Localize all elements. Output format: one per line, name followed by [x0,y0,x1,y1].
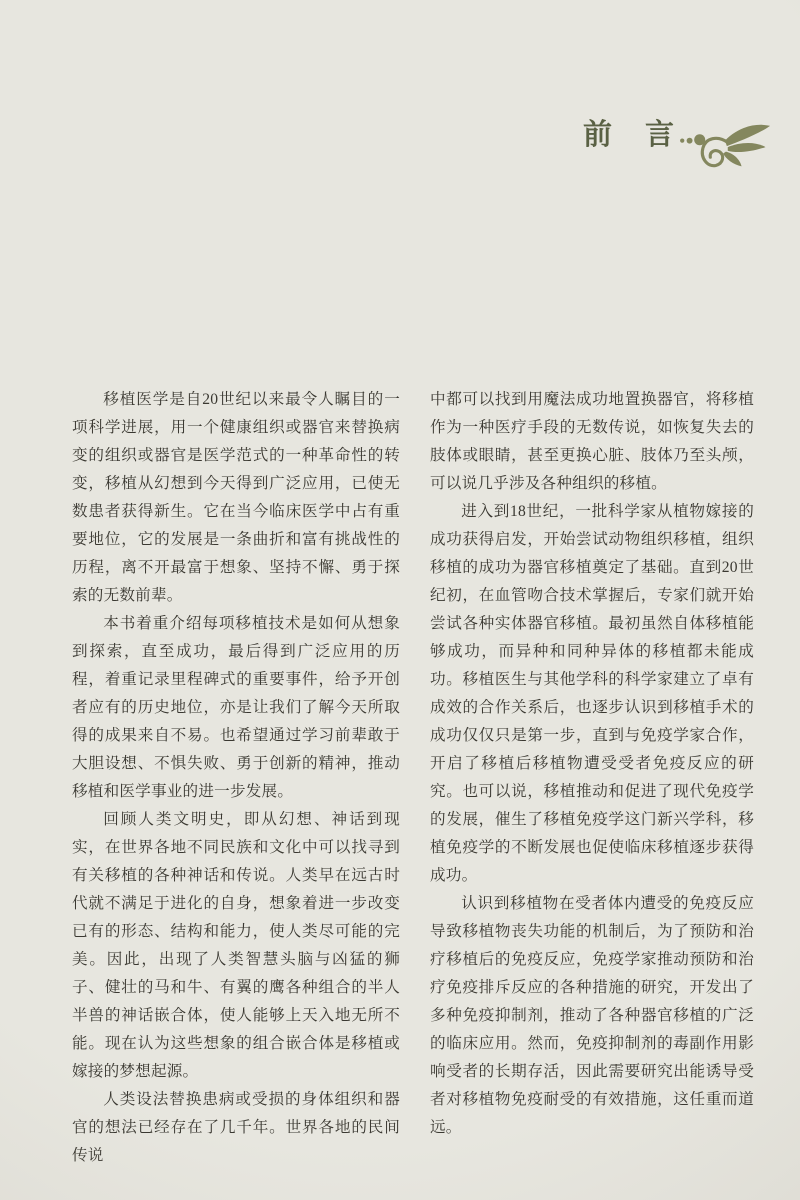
paragraph: 认识到移植物在受者体内遭受的免疫反应导致移植物丧失功能的机制后，为了预防和治疗移植后的免疫反应，免疫学家推动预防和治疗免疫排斥反应的各种措施的研究，开发出了多种免疫抑制剂，推动了各种器官移植的广泛的临床应用。然而，免疫抑制剂的毒副作用影响受者的长期存活，因此需要研究出能诱导受者对移植物免疫耐受的有效措施，这任重而道远。 [430,895,754,1136]
paragraph: 回顾人类文明史，即从幻想、神话到现实，在世界各地不同民族和文化中可以找寻到有关移植的各种神话和传说。人类早在远古时代就不满足于进化的自身，想象着进一步改变已有的形态、结构和能力，使人类尽可能的完美。因此，出现了人类智慧头脑与凶猛的狮子、健壮的马和牛、有翼的鹰各种组合的半人半兽的神话嵌合体，使人能够上天入地无所不能。现在认为这些想象的组合嵌合体是移植或嫁接的梦想起源。 [72,811,400,1080]
paragraph: 本书着重介绍每项移植技术是如何从想象到探索，直至成功，最后得到广泛应用的历程，着重记录里程碑式的重要事件，给予开创者应有的历史地位，亦是让我们了解今天所取得的成果来自不易。也希望通过学习前辈敢于大胆设想、不惧失败、勇于创新的精神，推动移植和医学事业的进一步发展。 [72,615,400,800]
preface-header [583,112,771,174]
right-column [430,386,754,1170]
paragraph-continuation: 中都可以找到用魔法成功地置换器官，将移植作为一种医疗手段的无数传说，如恢复失去的肢体或眼睛，甚至更换心脏、肢体乃至头颅，可以说几乎涉及各种组织的移植。 [430,391,754,492]
paragraph: 移植医学是自20世纪以来最令人瞩目的一项科学进展，用一个健康组织或器官来替换病变的组织或器官是医学范式的一种革命性的转变，移植从幻想到今天得到广泛应用，已使无数患者获得新生。它在当今临床医学中占有重要地位，它的发展是一条曲折和富有挑战性的历程，离不开最富于想象、坚持不懈、勇于探索的无数前辈。 [72,391,400,604]
paragraph: 人类设法替换患病或受损的身体组织和器官的想法已经存在了几千年。世界各地的民间传说 [72,1091,400,1164]
preface-title: 前 言 [583,119,677,151]
leaf-flourish-icon [679,122,771,174]
paragraph: 进入到18世纪，一批科学家从植物嫁接的成功获得启发，开始尝试动物组织移植，组织移植的成功为器官移植奠定了基础。直到20世纪初，在血管吻合技术掌握后，专家们就开始尝试各种实体器官移植。最初虽然自体移植能够成功，而异种和同种异体的移植都未能成功。移植医生与其他学科的科学家建立了卓有成效的合作关系后，也逐步认识到移植手术的成功仅仅只是第一步，直到与免疫学家合作，开启了移植后移植物遭受受者免疫反应的研究。也可以说，移植推动和促进了现代免疫学的发展，催生了移植免疫学这门新兴学科，移植免疫学的不断发展也促使临床移植逐步获得成功。 [430,503,754,884]
preface-body [72,386,754,1170]
left-column [72,386,400,1170]
